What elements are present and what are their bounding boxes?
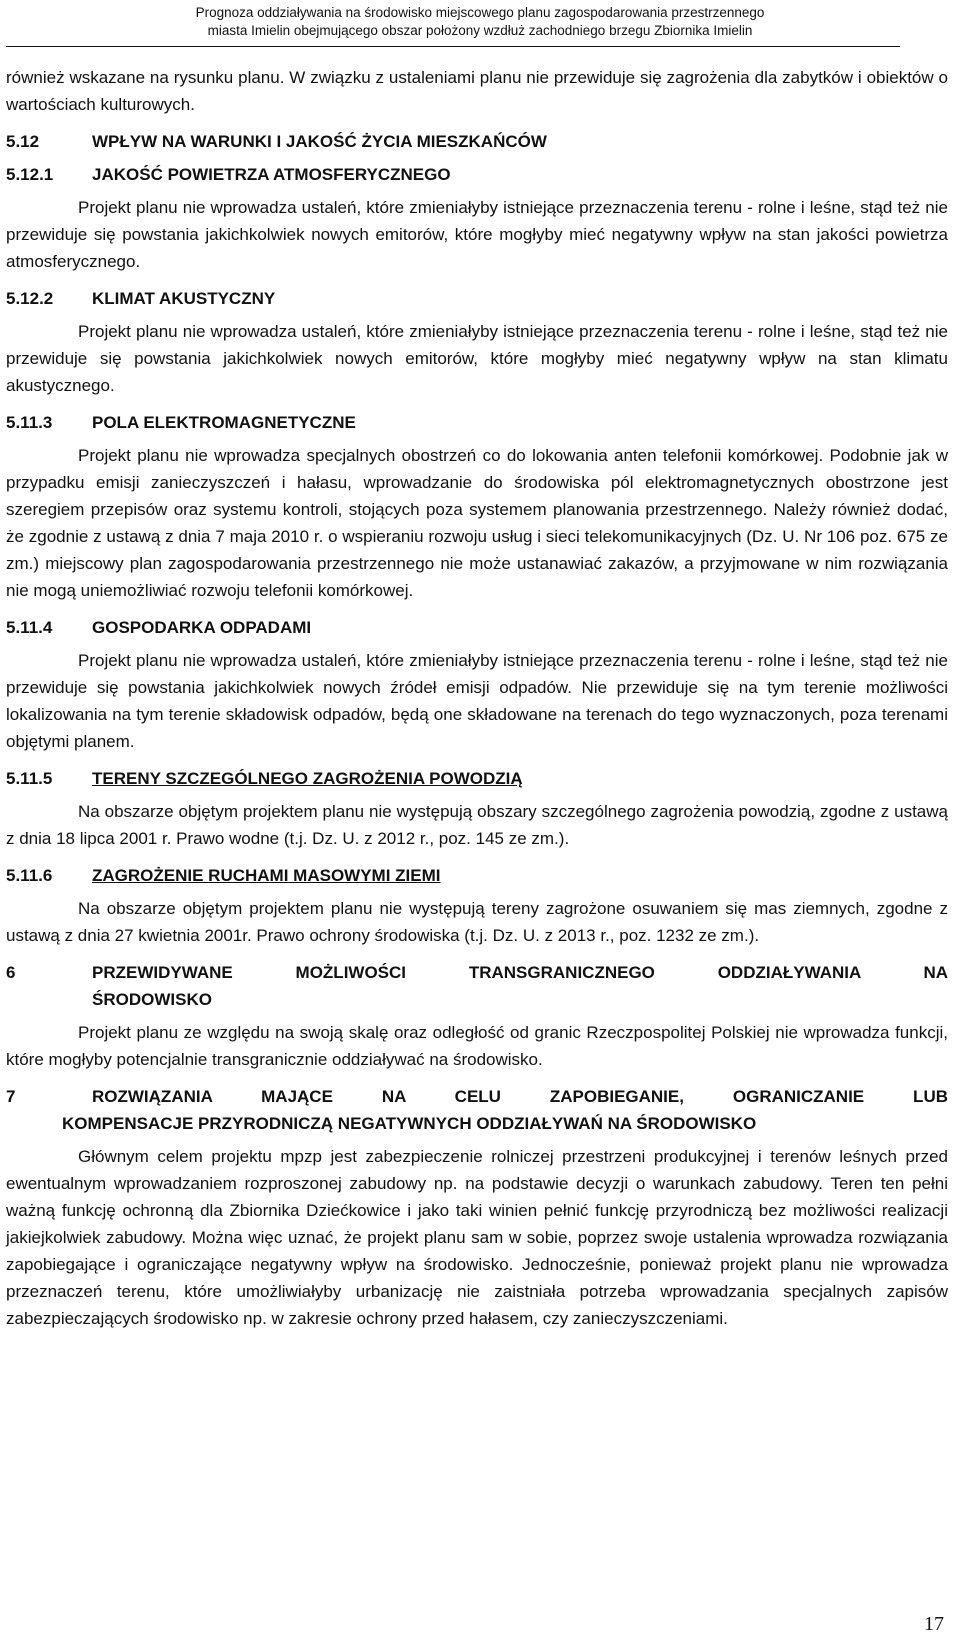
section-5-11-5-text: Na obszarze objętym projektem planu nie występują obszary szczególnego zagrożenia powodzią, zgodne z ustawą z dnia 18 lipca 2001 r. Prawo wodne (t.j. Dz. U. z 2012 r., poz. 145 ze zm.). <box>6 802 948 848</box>
chapter-title-line-1: PRZEWIDYWANE MOŻLIWOŚCI TRANSGRANICZNEGO ODDZIAŁYWANIA NA <box>92 963 948 982</box>
chapter-number: 6 <box>6 963 16 982</box>
chapter-title-line-2: KOMPENSACJE PRZYRODNICZĄ NEGATYWNYCH ODDZIAŁYWAŃ NA ŚRODOWISKO <box>62 1114 757 1133</box>
section-number: 5.11.5 <box>6 769 53 788</box>
running-header <box>0 4 960 40</box>
section-5-11-4-text: Projekt planu nie wprowadza ustaleń, które zmieniałyby istniejące przeznaczenia terenu - rolne i leśne, stąd też nie przewiduje się powstania jakichkolwiek nowych źródeł emisji odpadów. Nie przewiduje się na tym terenie możliwości lokalizowania na tym terenie składowisk odpadów, będą one składowane na terenach do tego wyznaczonych, poza terenami objętymi planem. <box>6 651 948 751</box>
section-number: 5.12 <box>6 132 40 151</box>
section-5-11-4-heading <box>6 614 948 641</box>
header-rule <box>6 46 900 47</box>
chapter-title-line-2: ŚRODOWISKO <box>92 990 212 1009</box>
section-title: ZAGROŻENIE RUCHAMI MASOWYMI ZIEMI <box>92 866 441 885</box>
section-number: 5.11.3 <box>6 413 53 432</box>
section-5-11-6-text: Na obszarze objętym projektem planu nie występują tereny zagrożone osuwaniem się mas ziemnych, zgodne z ustawą z dnia 27 kwietnia 2001r. Prawo ochrony środowiska (t.j. Dz. U. z 2013 r., poz. 1232 ze zm.). <box>6 899 948 945</box>
chapter-7-text: Głównym celem projektu mpzp jest zabezpieczenie rolniczej przestrzeni produkcyjnej i terenów leśnych przed ewentualnym wprowadzaniem rozproszonej zabudowy np. na podstawie decyzji o warunkach zabudowy. Teren ten pełni ważną funkcję ochronną dla Zbiornika Dziećkowice i jako taki winien pełnić funkcję przyrodniczą bez możliwości realizacji jakiejkolwiek zabudowy. Można więc uznać, że projekt planu sam w sobie, poprzez swoje ustalenia wprowadza rozwiązania zapobiegające i ograniczające negatywny wpływ na środowisko. Jednocześnie, ponieważ projekt planu nie wprowadza przeznaczeń terenu, które umożliwiałyby urbanizację nie zaistniała potrzeba wprowadzania specjalnych zapisów zabezpieczających środowisko np. w zakresie ochrony przed hałasem, czy zanieczyszczeniami. <box>6 1147 948 1328</box>
document-body <box>6 64 948 1332</box>
chapter-6-text: Projekt planu ze względu na swoją skalę oraz odległość od granic Rzeczpospolitej Polskiej nie wprowadza funkcji, które mogłyby potencjalnie transgranicznie oddziaływać na środowisko. <box>6 1023 948 1069</box>
section-number: 5.12.2 <box>6 289 54 308</box>
chapter-number: 7 <box>6 1087 16 1106</box>
page-number: 17 <box>924 1613 944 1635</box>
intro-paragraph: również wskazane na rysunku planu. W związku z ustaleniami planu nie przewiduje się zagrożenia dla zabytków i obiektów o wartościach kulturowych. <box>6 68 948 114</box>
section-title: WPŁYW NA WARUNKI I JAKOŚĆ ŻYCIA MIESZKAŃCÓW <box>92 132 547 151</box>
header-line-2: miasta Imielin obejmującego obszar położony wzdłuż zachodniego brzegu Zbiornika Imielin <box>207 23 753 38</box>
section-number: 5.12.1 <box>6 165 54 184</box>
chapter-title <box>62 1083 948 1137</box>
section-5-11-5-heading <box>6 765 948 792</box>
section-5-11-6-heading <box>6 862 948 889</box>
section-5-11-3-text: Projekt planu nie wprowadza specjalnych obostrzeń co do lokowania anten telefonii komórkowej. Podobnie jak w przypadku emisji zanieczyszczeń i hałasu, wprowadzanie do środowiska pól elektromagnetycznych obostrzone jest szeregiem przepisów oraz systemu kontroli, stojących poza systemem planowania przestrzennego. Należy również dodać, że zgodnie z ustawą z dnia 7 maja 2010 r. o wspieraniu rozwoju usług i sieci telekomunikacyjnych (Dz. U. Nr 106 poz. 675 ze zm.) miejscowy plan zagospodarowania przestrzennego nie może ustanawiać zakazów, a przyjmowane w nim rozwiązania nie mogą uniemożliwiać rozwoju telefonii komórkowej. <box>6 446 948 600</box>
section-title: TERENY SZCZEGÓLNEGO ZAGROŻENIA POWODZIĄ <box>92 769 523 788</box>
section-title: KLIMAT AKUSTYCZNY <box>92 289 276 308</box>
chapter-title <box>92 959 948 1013</box>
section-5-12-heading <box>6 128 948 155</box>
section-5-11-3-heading <box>6 409 948 436</box>
section-number: 5.11.4 <box>6 618 53 637</box>
section-5-12-2-text: Projekt planu nie wprowadza ustaleń, które zmieniałyby istniejące przeznaczenia terenu - rolne i leśne, stąd też nie przewiduje się powstania jakichkolwiek nowych emitorów, które mogłyby mieć negatywny wpływ na stan klimatu akustycznego. <box>6 322 948 395</box>
chapter-6-heading <box>6 959 948 1013</box>
chapter-title-line-1: ROZWIĄZANIA MAJĄCE NA CELU ZAPOBIEGANIE, OGRANICZANIE LUB <box>92 1087 948 1106</box>
section-5-12-1-text: Projekt planu nie wprowadza ustaleń, które zmieniałyby istniejące przeznaczenia terenu - rolne i leśne, stąd też nie przewiduje się powstania jakichkolwiek nowych emitorów, które mogłyby mieć negatywny wpływ na stan jakości powietrza atmosferycznego. <box>6 198 948 271</box>
chapter-7-heading <box>6 1083 948 1137</box>
section-5-12-1-heading <box>6 161 948 188</box>
section-title: GOSPODARKA ODPADAMI <box>92 618 312 637</box>
section-title: POLA ELEKTROMAGNETYCZNE <box>92 413 356 432</box>
section-number: 5.11.6 <box>6 866 53 885</box>
header-line-1: Prognoza oddziaływania na środowisko miejscowego planu zagospodarowania przestrzennego <box>195 5 765 20</box>
section-title: JAKOŚĆ POWIETRZA ATMOSFERYCZNEGO <box>92 165 451 184</box>
section-5-12-2-heading <box>6 285 948 312</box>
